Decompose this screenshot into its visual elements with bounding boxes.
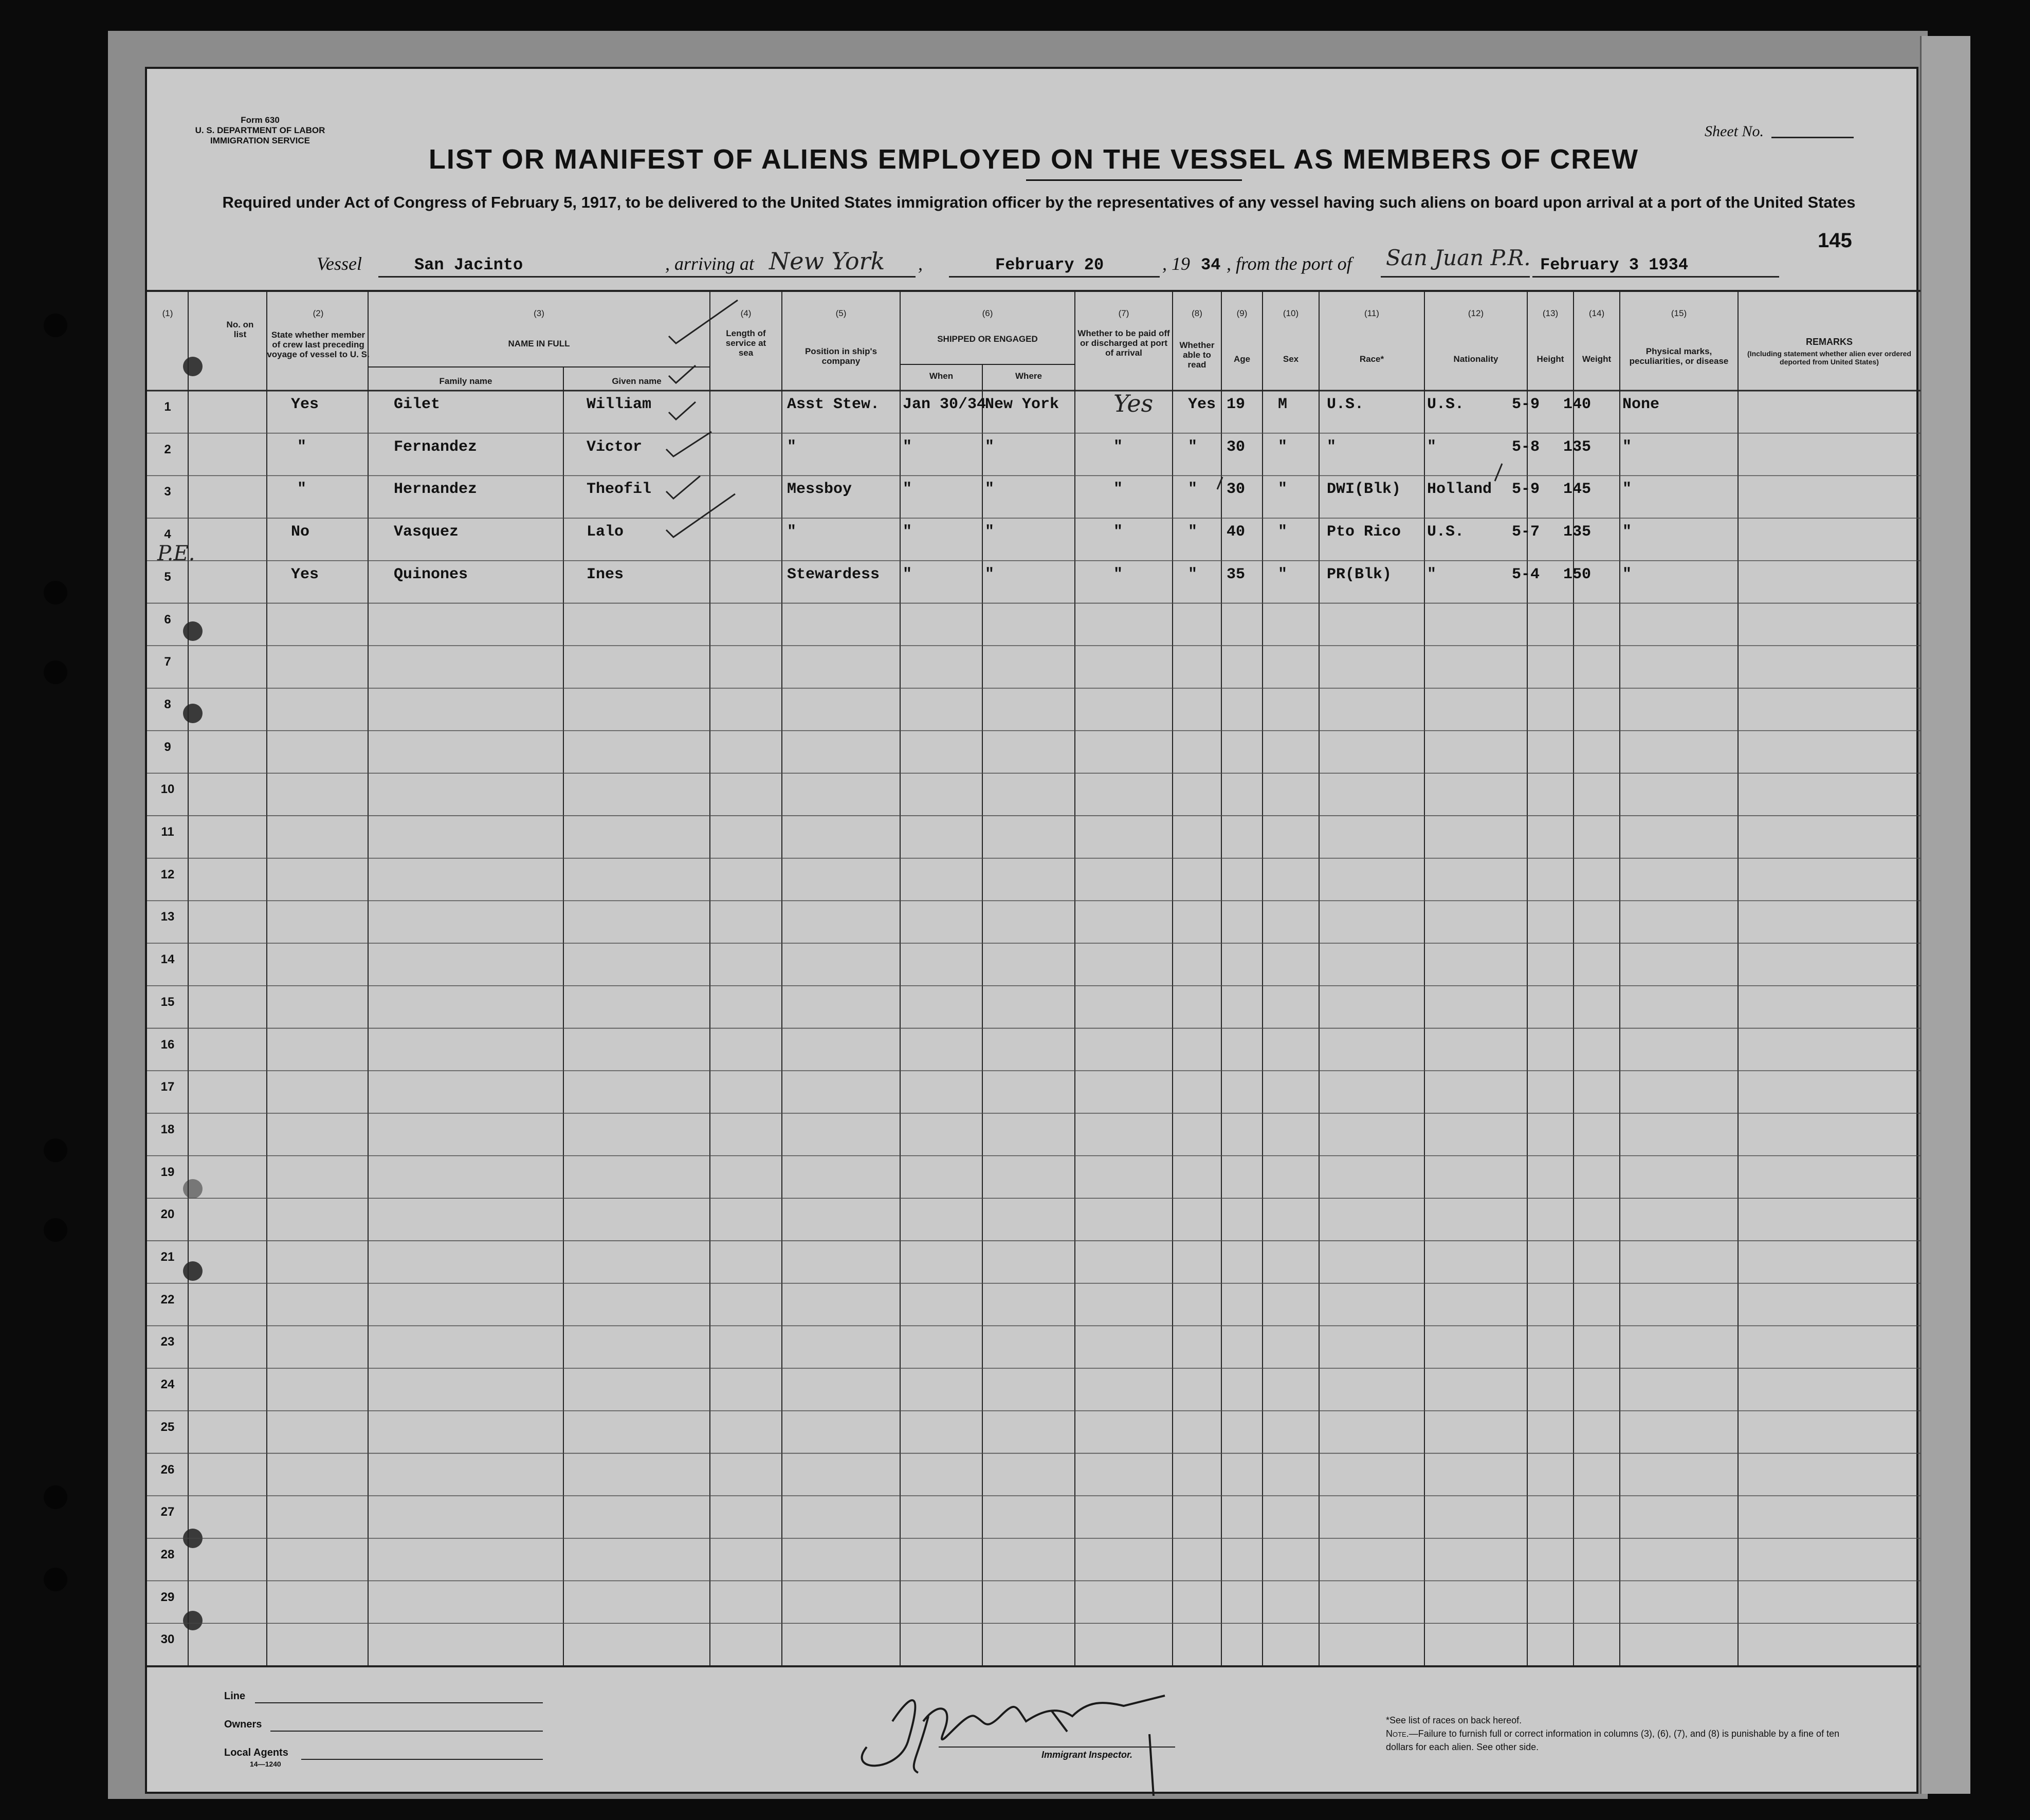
col-header-nationality: Nationality bbox=[1453, 354, 1498, 364]
arriving-label: , arriving at bbox=[665, 253, 755, 274]
punch-hole bbox=[44, 660, 67, 684]
cell-sex: " bbox=[1278, 565, 1288, 583]
page-title: LIST OR MANIFEST OF ALIENS EMPLOYED ON THE VESSEL AS MEMBERS OF CREW bbox=[428, 144, 1639, 175]
row-number: 17 bbox=[160, 1080, 175, 1094]
cell-shipped-where: " bbox=[985, 481, 995, 499]
row-number: 5 bbox=[164, 569, 171, 584]
row-number: 8 bbox=[164, 697, 171, 711]
manifest-table-grid bbox=[147, 69, 1921, 1796]
cell-weight: 135 bbox=[1563, 438, 1592, 456]
cell-able-to-read: " bbox=[1188, 565, 1198, 583]
cell-shipped-when: " bbox=[903, 565, 912, 583]
from-label: , from the port of bbox=[1227, 253, 1352, 274]
cell-shipped-when: " bbox=[903, 438, 912, 456]
cell-paid-off: " bbox=[1113, 481, 1123, 499]
cell-position: " bbox=[787, 438, 797, 456]
cell-age: 30 bbox=[1227, 481, 1246, 499]
fine-note bbox=[1386, 1727, 1849, 1754]
form-code: 14—1240 bbox=[250, 1760, 281, 1768]
cell-height: 5-8 bbox=[1512, 438, 1540, 456]
margin-annotation: P.E. bbox=[157, 542, 195, 565]
cell-position: " bbox=[787, 523, 797, 541]
cell-prev-voyage: Yes bbox=[291, 396, 319, 413]
punch-hole bbox=[44, 314, 67, 337]
cell-given-name: William bbox=[587, 396, 652, 413]
cell-family-name: Hernandez bbox=[394, 481, 478, 499]
punch-hole bbox=[44, 1138, 67, 1162]
cell-physical-marks: " bbox=[1622, 481, 1632, 499]
cell-weight: 145 bbox=[1563, 481, 1592, 499]
cell-sex: M bbox=[1278, 396, 1288, 413]
cell-shipped-where: " bbox=[985, 523, 995, 541]
cell-shipped-where: " bbox=[985, 438, 995, 456]
punch-hole bbox=[44, 1218, 67, 1242]
row-number: 13 bbox=[160, 910, 175, 924]
cell-height: 5-9 bbox=[1512, 396, 1540, 413]
cell-given-name: Theofil bbox=[587, 481, 652, 499]
col-number: (1) bbox=[162, 308, 173, 318]
row-number: 19 bbox=[160, 1165, 175, 1179]
row-number: 6 bbox=[164, 612, 171, 627]
page-number: 145 bbox=[1818, 229, 1852, 252]
cell-physical-marks: " bbox=[1622, 565, 1632, 583]
cell-prev-voyage: No bbox=[291, 523, 310, 541]
departure-date: February 3 1934 bbox=[1540, 255, 1689, 274]
cell-age: 35 bbox=[1227, 565, 1246, 583]
row-number: 11 bbox=[161, 825, 174, 839]
cell-physical-marks: " bbox=[1622, 438, 1632, 456]
year-prefix: , 19 bbox=[1162, 253, 1190, 274]
cell-shipped-where: New York bbox=[985, 396, 1059, 413]
col-header-weight: Weight bbox=[1582, 354, 1612, 364]
cell-shipped-where: " bbox=[985, 565, 995, 583]
col-header-no: No. on list bbox=[226, 320, 254, 339]
sheet-number-label: Sheet No. bbox=[1705, 123, 1764, 140]
cell-position: Asst Stew. bbox=[787, 396, 880, 413]
cell-position: Messboy bbox=[787, 481, 852, 499]
cell-given-name: Ines bbox=[587, 565, 624, 583]
row-number: 1 bbox=[164, 400, 171, 414]
col-header-when: When bbox=[929, 371, 954, 381]
col-header-where: Where bbox=[1015, 371, 1042, 381]
check-mark bbox=[666, 432, 711, 456]
row-number: 27 bbox=[160, 1505, 175, 1519]
owners-label: Owners bbox=[224, 1719, 262, 1730]
row-number: 21 bbox=[160, 1250, 175, 1264]
cell-age: 30 bbox=[1227, 438, 1246, 456]
cell-family-name: Vasquez bbox=[394, 523, 459, 541]
cell-family-name: Gilet bbox=[394, 396, 441, 413]
arrival-port: New York bbox=[769, 247, 885, 275]
row-number: 18 bbox=[160, 1122, 175, 1136]
row-number: 22 bbox=[160, 1292, 175, 1307]
cell-sex: " bbox=[1278, 481, 1288, 499]
cell-physical-marks: " bbox=[1622, 523, 1632, 541]
arrival-date: February 20 bbox=[995, 255, 1104, 274]
col-header-family-name: Family name bbox=[439, 376, 492, 386]
note-label: Note. bbox=[1386, 1729, 1409, 1739]
cell-able-to-read: " bbox=[1188, 523, 1198, 541]
col-header-length-service: Length of service at sea bbox=[725, 328, 766, 358]
col-header-read: Whether able to read bbox=[1179, 340, 1215, 370]
col-header-height: Height bbox=[1537, 354, 1564, 364]
cell-race: U.S. bbox=[1327, 396, 1364, 413]
row-number: 29 bbox=[160, 1590, 175, 1604]
cell-race: Pto Rico bbox=[1327, 523, 1401, 541]
col-number: (13) bbox=[1542, 308, 1559, 318]
row-number: 2 bbox=[164, 442, 171, 456]
row-number: 28 bbox=[160, 1547, 175, 1561]
cell-prev-voyage: " bbox=[297, 438, 307, 456]
row-number: 15 bbox=[160, 995, 175, 1009]
row-number: 25 bbox=[160, 1420, 175, 1434]
cell-weight: 150 bbox=[1563, 565, 1592, 583]
col-number: (15) bbox=[1671, 308, 1687, 318]
cell-family-name: Fernandez bbox=[394, 438, 478, 456]
col-number: (14) bbox=[1588, 308, 1605, 318]
row-number: 3 bbox=[164, 485, 171, 499]
cell-nationality: U.S. bbox=[1427, 523, 1465, 541]
form-number: Form 630 bbox=[241, 115, 280, 125]
row-number: 12 bbox=[160, 867, 175, 881]
punch-hole bbox=[44, 581, 67, 604]
agents-label: Local Agents bbox=[224, 1747, 288, 1758]
inspector-label: Immigrant Inspector. bbox=[1041, 1750, 1133, 1760]
col-number: (12) bbox=[1468, 308, 1484, 318]
service: IMMIGRATION SERVICE bbox=[210, 136, 310, 145]
cell-height: 5-9 bbox=[1512, 481, 1540, 499]
row-number: 23 bbox=[160, 1335, 175, 1349]
cell-able-to-read: " bbox=[1188, 481, 1198, 499]
row-number: 7 bbox=[164, 655, 171, 669]
department: U. S. DEPARTMENT OF LABOR bbox=[195, 125, 325, 135]
punch-hole bbox=[44, 1568, 67, 1591]
col-header-race: Race* bbox=[1359, 354, 1384, 364]
cell-weight: 135 bbox=[1563, 523, 1592, 541]
cell-given-name: Lalo bbox=[587, 523, 624, 541]
vessel-label: Vessel bbox=[317, 253, 362, 274]
row-number: 9 bbox=[164, 740, 171, 754]
cell-physical-marks: None bbox=[1622, 396, 1660, 413]
departure-port: San Juan P.R. bbox=[1386, 245, 1531, 270]
row-number: 14 bbox=[160, 952, 175, 967]
cell-shipped-when: " bbox=[903, 481, 912, 499]
tick-mark bbox=[1495, 464, 1502, 481]
cell-race: DWI(Blk) bbox=[1327, 481, 1401, 499]
row-number: 16 bbox=[160, 1037, 175, 1052]
cell-sex: " bbox=[1278, 523, 1288, 541]
cell-nationality: " bbox=[1427, 438, 1437, 456]
inspector-signature bbox=[862, 1696, 1165, 1796]
col-header-remarks-note: (Including statement whether alien ever ordered deported from United States) bbox=[1747, 350, 1911, 366]
col-header-shipped: SHIPPED OR ENGAGED bbox=[937, 334, 1038, 344]
col-header-name: NAME IN FULL bbox=[508, 339, 570, 348]
cell-paid-off: Yes bbox=[1113, 390, 1154, 417]
check-mark bbox=[669, 402, 696, 419]
owners-field bbox=[270, 1731, 543, 1732]
cell-paid-off: " bbox=[1113, 565, 1123, 583]
races-note: *See list of races on back hereof. bbox=[1386, 1715, 1522, 1725]
cell-age: 40 bbox=[1227, 523, 1246, 541]
cell-nationality: " bbox=[1427, 565, 1437, 583]
cell-position: Stewardess bbox=[787, 565, 880, 583]
cell-nationality: Holland bbox=[1427, 481, 1492, 499]
note-text: —Failure to furnish full or correct information in columns (3), (6), (7), and (8) is punishable by a fine of ten dollars for each alien. See other side. bbox=[1386, 1729, 1840, 1752]
col-number: (8) bbox=[1192, 308, 1202, 318]
col-header-sex: Sex bbox=[1283, 354, 1299, 364]
row-number: 30 bbox=[160, 1632, 175, 1647]
col-header-age: Age bbox=[1233, 354, 1251, 364]
cell-weight: 140 bbox=[1563, 396, 1592, 413]
col-header-position: Position in ship's company bbox=[804, 346, 877, 366]
row-number: 20 bbox=[160, 1207, 175, 1222]
arrival-year: 34 bbox=[1201, 255, 1221, 274]
cell-race: PR(Blk) bbox=[1327, 565, 1392, 583]
col-header-physical-marks: Physical marks, peculiarities, or disease bbox=[1629, 346, 1729, 366]
row-number: 4 bbox=[164, 527, 171, 542]
row-number: 24 bbox=[160, 1377, 175, 1392]
col-number: (11) bbox=[1364, 308, 1379, 318]
check-mark bbox=[666, 476, 700, 499]
col-number: (3) bbox=[534, 308, 544, 318]
underlying-sheet-edge bbox=[1920, 36, 1970, 1794]
cell-family-name: Quinones bbox=[394, 565, 468, 583]
col-number: (6) bbox=[982, 308, 993, 318]
cell-shipped-when: " bbox=[903, 523, 912, 541]
col-header-remarks: REMARKS bbox=[1805, 337, 1853, 347]
check-mark bbox=[666, 494, 735, 537]
cell-age: 19 bbox=[1227, 396, 1246, 413]
agents-field bbox=[301, 1759, 543, 1760]
cell-able-to-read: " bbox=[1188, 438, 1198, 456]
line-label: Line bbox=[224, 1690, 246, 1702]
row-number: 10 bbox=[160, 782, 175, 797]
cell-nationality: U.S. bbox=[1427, 396, 1465, 413]
row-number: 26 bbox=[160, 1462, 175, 1477]
punch-hole bbox=[44, 1485, 67, 1509]
col-number: (2) bbox=[313, 308, 324, 318]
cell-sex: " bbox=[1278, 438, 1288, 456]
col-number: (7) bbox=[1118, 308, 1129, 318]
cell-paid-off: " bbox=[1113, 438, 1123, 456]
col-number: (9) bbox=[1236, 308, 1248, 318]
vessel-name: San Jacinto bbox=[414, 255, 523, 274]
cell-shipped-when: Jan 30/34 bbox=[903, 396, 986, 413]
col-number: (10) bbox=[1283, 308, 1299, 318]
page-subtitle: Required under Act of Congress of February 5, 1917, to be delivered to the United States immigration officer by the representatives of any vessel having such aliens on board upon arrival at a port of the United States bbox=[222, 193, 1856, 211]
cell-given-name: Victor bbox=[587, 438, 643, 456]
cell-able-to-read: Yes bbox=[1188, 396, 1216, 413]
cell-height: 5-4 bbox=[1512, 565, 1540, 583]
col-number: (5) bbox=[835, 308, 847, 318]
manifest-page: Form 630 U. S. DEPARTMENT OF LABOR IMMIGRATION SERVICE Sheet No. LIST OR MANIFEST OF ALIENS EMPLOYED ON THE VESSEL AS MEMBERS OF CREW Required under Act of Congress of February 5, 1917, to be delivered to the United States immigration officer by the representatives of any vessel having such aliens on board upon arrival at a port of the United States 145 Vessel San Jacinto , arriving at New York , February 20 , 19 34 , from the port of San Juan P.R. February 3 1934 (1) No. on list (2) State whether member of crew last preceding voyage of vessel to U. S. (3) NAME IN FULL Family name Given name (4) Length of service at sea (5) Position in ship's company (6) SHIPPED OR ENGAGED When Where (7) Whether to be paid off or discharged at port of arrival (8) Whether able to read (9) Age (10) Sex (11) Race* (12) Nationality (13) Height (14) Weight (15) Physical marks, peculiarities, or disease REMARKS (Including statement whether alien ever ordered deported from United States) 1 2 3 4 5 6 7 8 9 10 11 12 13 14 15 16 17 18 19 20 21 22 23 24 25 26 27 28 29 30 Yes Gilet William Asst Stew. Jan 30/34 New York Yes Yes 19 M U.S. U.S. 5-9 140 None " Fernandez Victor " " " " " 30 " " " 5-8 135 " " Hernandez Theofil Messboy " " " " 30 " DWI(Blk) Holland 5-9 145 " No Vasquez Lalo " " " " " 40 " Pto Rico U.S. 5-7 135 " Yes Quinones Ines Stewardess " " " " 35 " PR(Blk) " 5-4 150 " P.E. Line Owners Local Agents 14—1240 Immigrant Inspector. *See list of races on back hereof. Note.—Failure to furnish full or correct information in columns (3), (6), (7), and (8) is punishable by a fine of ten dollars for each alien. See other side. bbox=[145, 67, 1918, 1794]
col-header-paid-off: Whether to be paid off or discharged at port of arrival bbox=[1077, 328, 1170, 358]
cell-prev-voyage: " bbox=[297, 481, 307, 499]
line-field bbox=[255, 1702, 543, 1703]
col-header-prev-voyage: State whether member of crew last preceding voyage of vessel to U. S. bbox=[267, 330, 370, 359]
cell-height: 5-7 bbox=[1512, 523, 1540, 541]
col-header-given-name: Given name bbox=[612, 376, 662, 386]
cell-race: " bbox=[1327, 438, 1337, 456]
cell-paid-off: " bbox=[1113, 523, 1123, 541]
col-number: (4) bbox=[740, 308, 752, 318]
cell-prev-voyage: Yes bbox=[291, 565, 319, 583]
